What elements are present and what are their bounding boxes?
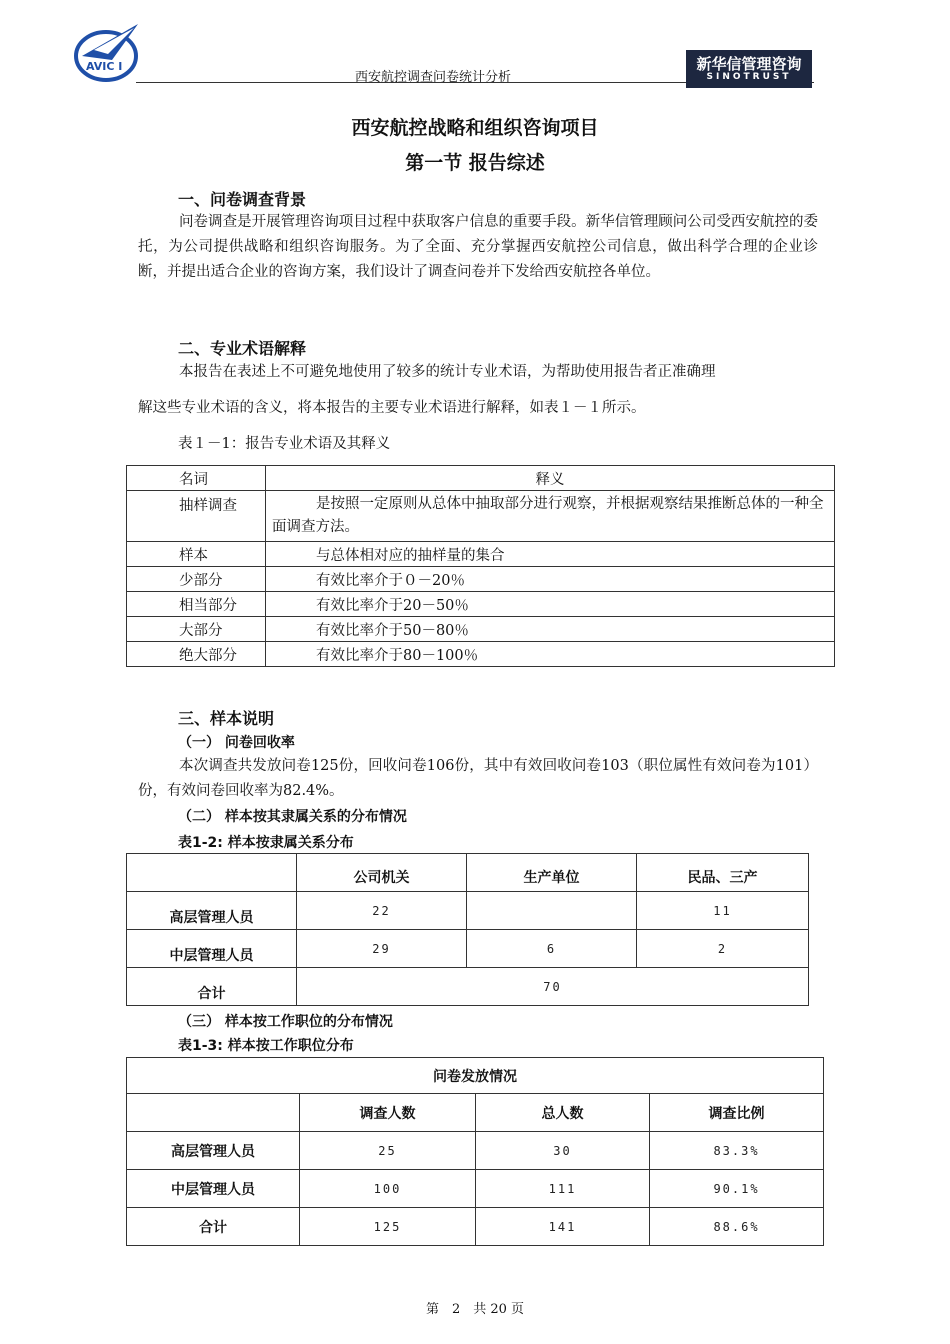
- terms-table: [126, 465, 835, 667]
- table-header-cell: 民品、三产: [637, 854, 809, 892]
- term-cell: 相当部分: [127, 592, 266, 617]
- table-cell: 6: [467, 930, 637, 968]
- table-cell: 30: [476, 1132, 650, 1170]
- s3-heading: 三、样本说明: [178, 709, 275, 728]
- table-header-cell: 公司机关: [297, 854, 467, 892]
- table-row: [127, 542, 835, 567]
- header-title: 西安航控调查问卷统计分析: [355, 70, 512, 85]
- total-label: 合计: [127, 968, 297, 1006]
- table-cell: 100: [300, 1170, 476, 1208]
- sinotrust-logo-en: SINOTRUST: [706, 72, 792, 82]
- table-cell: [467, 892, 637, 930]
- table-row: [127, 892, 809, 930]
- table-header-cell: [127, 1094, 300, 1132]
- table-row: [127, 617, 835, 642]
- table-total-row: [127, 968, 809, 1006]
- total-value: 70: [297, 968, 809, 1006]
- table-header-cell: 释义: [266, 466, 835, 491]
- s1-paragraph: 问卷调查是开展管理咨询项目过程中获取客户信息的重要手段。新华信管理顾问公司受西安航控的委托，为公司提供战略和组织咨询服务。为了全面、充分掌握西安航控公司信息，做出科学合理的企业诊断，并提出适合企业的咨询方案，我们设计了调查问卷并下发给西安航控各单位。: [138, 214, 818, 280]
- table-cell: 25: [300, 1132, 476, 1170]
- table-header-cell: 调查人数: [300, 1094, 476, 1132]
- term-cell: 样本: [127, 542, 266, 567]
- definition-cell: 有效比率介于80－100％: [266, 642, 835, 667]
- table-row: [127, 930, 809, 968]
- table-cell: 90.1%: [650, 1170, 824, 1208]
- s1-heading: 一、问卷调查背景: [178, 190, 307, 209]
- position-table: [126, 1057, 824, 1246]
- table-row: [127, 1132, 824, 1170]
- table-header-cell: 名词: [127, 466, 266, 491]
- term-cell: 大部分: [127, 617, 266, 642]
- table-header-cell: 调查比例: [650, 1094, 824, 1132]
- table-total-row: [127, 1208, 824, 1246]
- table-header-cell: 生产单位: [467, 854, 637, 892]
- table-row: [127, 592, 835, 617]
- s2-paragraph-line2: 解这些专业术语的含义，将本报告的主要专业术语进行解释，如表１－１所示。: [138, 400, 646, 416]
- section-title: 第一节 报告综述: [405, 152, 545, 174]
- table-header-cell: 总人数: [476, 1094, 650, 1132]
- table-cell: 2: [637, 930, 809, 968]
- s3-sub1: （一） 问卷回收率: [178, 735, 295, 751]
- table-title: 问卷发放情况: [127, 1058, 824, 1094]
- table1-caption: 表１－1：报告专业术语及其释义: [178, 436, 391, 452]
- table-header-row: [127, 466, 835, 491]
- table2-caption: 表1-2: 样本按隶属关系分布: [178, 835, 354, 851]
- table-header-cell: [127, 854, 297, 892]
- table-cell: 141: [476, 1208, 650, 1246]
- row-label: 中层管理人员: [127, 930, 297, 968]
- definition-cell: 有效比率介于０－20％: [266, 567, 835, 592]
- definition-cell: 有效比率介于20－50％: [266, 592, 835, 617]
- row-label: 高层管理人员: [127, 892, 297, 930]
- s3-paragraph: 本次调查共发放问卷125份，回收问卷106份，其中有效回收问卷103（职位属性有效问卷为101）份，有效问卷回收率为82.4%。: [138, 758, 818, 799]
- term-cell: 少部分: [127, 567, 266, 592]
- table-cell: 11: [637, 892, 809, 930]
- s2-heading: 二、专业术语解释: [178, 339, 307, 358]
- term-cell: 绝大部分: [127, 642, 266, 667]
- table-cell: 83.3%: [650, 1132, 824, 1170]
- avic-logo: [72, 20, 144, 82]
- svg-text:AVIC I: AVIC I: [86, 60, 123, 73]
- definition-cell: 有效比率介于50－80％: [266, 617, 835, 642]
- table-row: [127, 491, 835, 542]
- sinotrust-logo-cn: 新华信管理咨询: [696, 55, 802, 73]
- page-footer: 第 2 共 20 页: [425, 1302, 525, 1317]
- s2-paragraph-line1: 本报告在表述上不可避免地使用了较多的统计专业术语，为帮助使用报告者正准确理: [179, 364, 716, 380]
- table-cell: 88.6%: [650, 1208, 824, 1246]
- row-label: 合计: [127, 1208, 300, 1246]
- definition-cell: 与总体相对应的抽样量的集合: [266, 542, 835, 567]
- s3-sub3: （三） 样本按工作职位的分布情况: [178, 1014, 393, 1030]
- table-row: [127, 1170, 824, 1208]
- table-row: [127, 567, 835, 592]
- table-title-row: [127, 1058, 824, 1094]
- term-cell: 抽样调查: [127, 491, 266, 542]
- table3-caption: 表1-3: 样本按工作职位分布: [178, 1038, 354, 1054]
- table-cell: 29: [297, 930, 467, 968]
- row-label: 中层管理人员: [127, 1170, 300, 1208]
- table-cell: 22: [297, 892, 467, 930]
- definition-cell: 是按照一定原则从总体中抽取部分进行观察，并根据观察结果推断总体的一种全面调查方法。: [266, 491, 835, 542]
- affiliation-table: [126, 853, 809, 1006]
- table-header-row: [127, 854, 809, 892]
- table-cell: 125: [300, 1208, 476, 1246]
- sinotrust-logo: [686, 50, 812, 88]
- s3-sub2: （二） 样本按其隶属关系的分布情况: [178, 809, 407, 825]
- row-label: 高层管理人员: [127, 1132, 300, 1170]
- table-row: [127, 642, 835, 667]
- doc-title: 西安航控战略和组织咨询项目: [351, 117, 599, 139]
- table-cell: 111: [476, 1170, 650, 1208]
- table-header-row: [127, 1094, 824, 1132]
